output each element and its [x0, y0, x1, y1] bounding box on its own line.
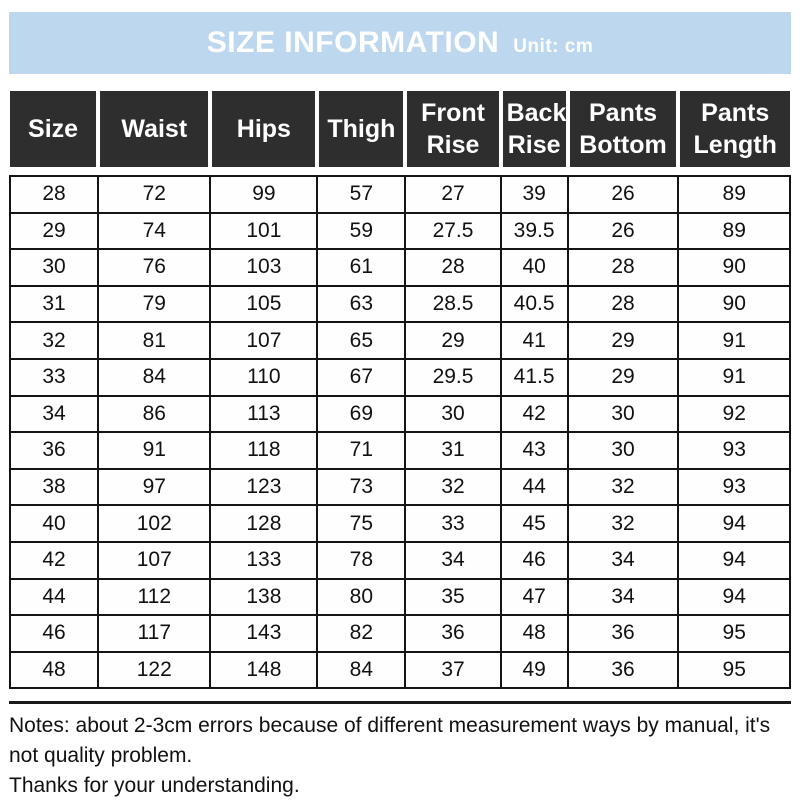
table-cell: 34 [10, 396, 98, 433]
table-cell: 43 [501, 432, 568, 469]
table-cell: 94 [678, 542, 790, 579]
table-cell: 35 [405, 579, 500, 616]
table-row [10, 542, 790, 579]
table-cell: 42 [10, 542, 98, 579]
table-cell: 37 [405, 652, 500, 689]
table-cell: 44 [501, 469, 568, 506]
table-cell: 39 [501, 176, 568, 213]
table-cell: 33 [405, 505, 500, 542]
banner-title: SIZE INFORMATION [206, 26, 500, 59]
table-cell: 82 [317, 615, 405, 652]
table-cell: 95 [678, 652, 790, 689]
table-row [10, 359, 790, 396]
table-body [10, 167, 790, 688]
table-cell: 84 [317, 652, 405, 689]
note-line-measurement: Notes: about 2-3cm errors because of different measurement ways by manual, it's not quality problem. [9, 714, 771, 768]
table-cell: 46 [501, 542, 568, 579]
size-information-banner [9, 12, 791, 74]
table-cell: 38 [10, 469, 98, 506]
table-cell: 123 [210, 469, 317, 506]
banner-unit-label: Unit: cm [513, 36, 594, 57]
table-cell: 29 [10, 213, 98, 250]
table-cell: 101 [210, 213, 317, 250]
table-cell: 63 [317, 286, 405, 323]
table-cell: 32 [405, 469, 500, 506]
table-cell: 34 [568, 542, 679, 579]
table-cell: 31 [10, 286, 98, 323]
table-cell: 102 [98, 505, 210, 542]
table-cell: 32 [568, 469, 679, 506]
table-cell: 31 [405, 432, 500, 469]
table-cell: 47 [501, 579, 568, 616]
table-cell: 32 [568, 505, 679, 542]
table-cell: 94 [678, 579, 790, 616]
column-header: Pants Bottom [568, 91, 679, 167]
table-row [10, 286, 790, 323]
table-cell: 28 [568, 249, 679, 286]
table-cell: 46 [10, 615, 98, 652]
table-cell: 28 [568, 286, 679, 323]
table-cell: 122 [98, 652, 210, 689]
table-cell: 91 [98, 432, 210, 469]
table-row [10, 505, 790, 542]
table-cell: 29.5 [405, 359, 500, 396]
table-cell: 29 [568, 322, 679, 359]
table-cell: 148 [210, 652, 317, 689]
table-cell: 105 [210, 286, 317, 323]
table-row [10, 249, 790, 286]
table-cell: 67 [317, 359, 405, 396]
table-cell: 138 [210, 579, 317, 616]
table-row [10, 322, 790, 359]
table-cell: 75 [317, 505, 405, 542]
table-cell: 33 [10, 359, 98, 396]
table-cell: 29 [405, 322, 500, 359]
table-cell: 80 [317, 579, 405, 616]
table-cell: 90 [678, 286, 790, 323]
table-cell: 72 [98, 176, 210, 213]
table-cell: 92 [678, 396, 790, 433]
table-cell: 28 [405, 249, 500, 286]
table-cell: 36 [568, 615, 679, 652]
table-cell: 28.5 [405, 286, 500, 323]
table-cell: 42 [501, 396, 568, 433]
table-cell: 49 [501, 652, 568, 689]
table-row [10, 176, 790, 213]
table-cell: 36 [568, 652, 679, 689]
table-cell: 29 [568, 359, 679, 396]
table-cell: 86 [98, 396, 210, 433]
table-header [10, 91, 790, 167]
table-cell: 97 [98, 469, 210, 506]
table-cell: 90 [678, 249, 790, 286]
table-cell: 113 [210, 396, 317, 433]
table-cell: 84 [98, 359, 210, 396]
notes-section [9, 701, 791, 800]
table-cell: 40 [501, 249, 568, 286]
table-row [10, 579, 790, 616]
table-cell: 79 [98, 286, 210, 323]
column-header: Back Rise [501, 91, 568, 167]
table-cell: 95 [678, 615, 790, 652]
table-cell: 133 [210, 542, 317, 579]
table-cell: 107 [210, 322, 317, 359]
table-cell: 110 [210, 359, 317, 396]
column-header: Front Rise [405, 91, 500, 167]
table-cell: 118 [210, 432, 317, 469]
table-cell: 143 [210, 615, 317, 652]
column-header: Waist [98, 91, 210, 167]
table-cell: 69 [317, 396, 405, 433]
table-cell: 39.5 [501, 213, 568, 250]
table-cell: 30 [568, 432, 679, 469]
note-line-thanks: Thanks for your understanding. [9, 774, 300, 798]
table-cell: 61 [317, 249, 405, 286]
table-cell: 71 [317, 432, 405, 469]
table-row [10, 615, 790, 652]
table-row [10, 432, 790, 469]
column-header: Thigh [317, 91, 405, 167]
table-cell: 89 [678, 176, 790, 213]
table-cell: 103 [210, 249, 317, 286]
table-cell: 74 [98, 213, 210, 250]
table-cell: 73 [317, 469, 405, 506]
table-cell: 112 [98, 579, 210, 616]
table-cell: 41.5 [501, 359, 568, 396]
table-cell: 91 [678, 322, 790, 359]
table-cell: 41 [501, 322, 568, 359]
table-cell: 59 [317, 213, 405, 250]
table-cell: 28 [10, 176, 98, 213]
table-cell: 36 [405, 615, 500, 652]
column-header: Pants Length [678, 91, 790, 167]
table-cell: 93 [678, 469, 790, 506]
table-cell: 99 [210, 176, 317, 213]
table-cell: 36 [10, 432, 98, 469]
table-cell: 26 [568, 213, 679, 250]
table-cell: 32 [10, 322, 98, 359]
table-cell: 30 [568, 396, 679, 433]
size-table [9, 91, 791, 689]
table-cell: 48 [10, 652, 98, 689]
table-cell: 30 [405, 396, 500, 433]
table-cell: 107 [98, 542, 210, 579]
table-cell: 45 [501, 505, 568, 542]
table-cell: 44 [10, 579, 98, 616]
table-cell: 117 [98, 615, 210, 652]
header-row [10, 91, 790, 167]
table-cell: 34 [405, 542, 500, 579]
table-cell: 76 [98, 249, 210, 286]
table-cell: 30 [10, 249, 98, 286]
column-header: Size [10, 91, 98, 167]
table-row [10, 469, 790, 506]
table-row [10, 652, 790, 689]
table-cell: 78 [317, 542, 405, 579]
table-cell: 91 [678, 359, 790, 396]
table-cell: 26 [568, 176, 679, 213]
table-cell: 81 [98, 322, 210, 359]
table-cell: 57 [317, 176, 405, 213]
table-cell: 89 [678, 213, 790, 250]
column-header: Hips [210, 91, 317, 167]
table-cell: 48 [501, 615, 568, 652]
table-cell: 34 [568, 579, 679, 616]
table-cell: 128 [210, 505, 317, 542]
table-cell: 65 [317, 322, 405, 359]
table-cell: 27.5 [405, 213, 500, 250]
table-cell: 40 [10, 505, 98, 542]
table-cell: 93 [678, 432, 790, 469]
table-cell: 27 [405, 176, 500, 213]
table-cell: 40.5 [501, 286, 568, 323]
header-gap-cell [10, 167, 790, 176]
table-cell: 94 [678, 505, 790, 542]
table-row [10, 213, 790, 250]
header-gap [10, 167, 790, 176]
table-row [10, 396, 790, 433]
